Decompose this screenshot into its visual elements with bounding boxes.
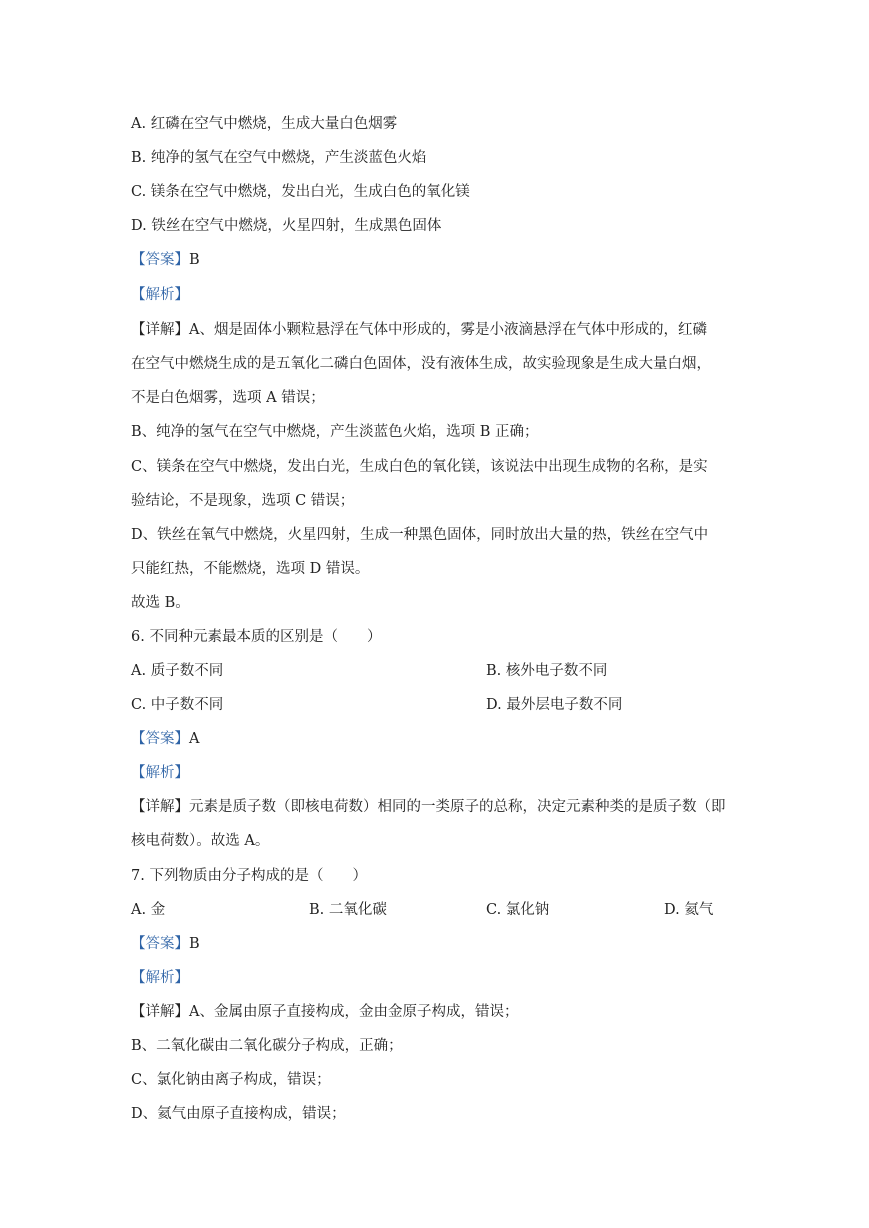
q7-option-c: C. 氯化钠 — [486, 902, 550, 918]
detail-label: 【详解】 — [131, 1004, 189, 1020]
q7-option-a: A. 金 — [131, 902, 166, 918]
q6-detail-line: 核电荷数）。故选 A。 — [131, 833, 270, 849]
q7-option-d: D. 氦气 — [664, 902, 714, 918]
q7-detail-line: D、氦气由原子直接构成，错误； — [131, 1106, 346, 1122]
detail-label: 【详解】 — [131, 322, 189, 338]
q7-option-b: B. 二氧化碳 — [309, 902, 387, 918]
q6-detail-line — [131, 795, 726, 816]
answer-value: B — [189, 936, 200, 952]
q7-stem: 7. 下列物质由分子构成的是（ ） — [131, 868, 367, 884]
q5-detail-line: B、纯净的氢气在空气中燃烧，产生淡蓝色火焰，选项 B 正确； — [131, 424, 539, 440]
q6-answer — [131, 727, 199, 748]
q5-detail-line — [131, 318, 707, 339]
q5-detail-line: 在空气中燃烧生成的是五氧化二磷白色固体，没有液体生成，故实验现象是生成大量白烟， — [131, 356, 711, 372]
q6-option-a: A. 质子数不同 — [131, 663, 224, 679]
detail-text: 元素是质子数（即核电荷数）相同的一类原子的总称，决定元素种类的是质子数（即 — [189, 799, 726, 815]
q7-detail-line: C、氯化钠由离子构成，错误； — [131, 1072, 331, 1088]
answer-value: B — [189, 252, 200, 268]
q6-stem: 6. 不同种元素最本质的区别是（ ） — [131, 629, 382, 645]
q5-detail-line: D、铁丝在氧气中燃烧，火星四射，生成一种黑色固体，同时放出大量的热，铁丝在空气中 — [131, 527, 709, 543]
answer-label: 【答案】 — [131, 936, 189, 952]
answer-value: A — [189, 731, 200, 747]
detail-text: A、金属由原子直接构成，金由金原子构成，错误； — [189, 1004, 519, 1020]
q5-detail-line: 不是白色烟雾，选项 A 错误； — [131, 390, 325, 406]
q6-option-b: B. 核外电子数不同 — [486, 663, 608, 679]
q5-detail-line: 只能红热，不能燃烧，选项 D 错误。 — [131, 561, 370, 577]
q5-analysis-label: 【解析】 — [131, 287, 189, 303]
q5-option-d: D. 铁丝在空气中燃烧，火星四射，生成黑色固体 — [131, 218, 442, 234]
q6-analysis-label: 【解析】 — [131, 765, 189, 781]
q7-detail-line — [131, 1000, 518, 1021]
q5-detail-line: 验结论，不是现象，选项 C 错误； — [131, 493, 355, 509]
q7-detail-line: B、二氧化碳由二氧化碳分子构成，正确； — [131, 1038, 403, 1054]
q5-option-c: C. 镁条在空气中燃烧，发出白光，生成白色的氧化镁 — [131, 184, 470, 200]
q5-option-a: A. 红磷在空气中燃烧，生成大量白色烟雾 — [131, 116, 398, 132]
q5-answer — [131, 248, 200, 269]
answer-label: 【答案】 — [131, 731, 189, 747]
q6-option-d: D. 最外层电子数不同 — [486, 697, 623, 713]
q6-option-c: C. 中子数不同 — [131, 697, 224, 713]
q7-answer — [131, 932, 200, 953]
detail-text: A、烟是固体小颗粒悬浮在气体中形成的，雾是小液滴悬浮在气体中形成的，红磷 — [189, 322, 707, 338]
q7-analysis-label: 【解析】 — [131, 970, 189, 986]
q5-conclusion: 故选 B。 — [131, 595, 190, 611]
q5-option-b: B. 纯净的氢气在空气中燃烧，产生淡蓝色火焰 — [131, 150, 427, 166]
q5-detail-line: C、镁条在空气中燃烧，发出白光，生成白色的氧化镁，该说法中出现生成物的名称，是实 — [131, 459, 708, 475]
answer-label: 【答案】 — [131, 252, 189, 268]
detail-label: 【详解】 — [131, 799, 189, 815]
